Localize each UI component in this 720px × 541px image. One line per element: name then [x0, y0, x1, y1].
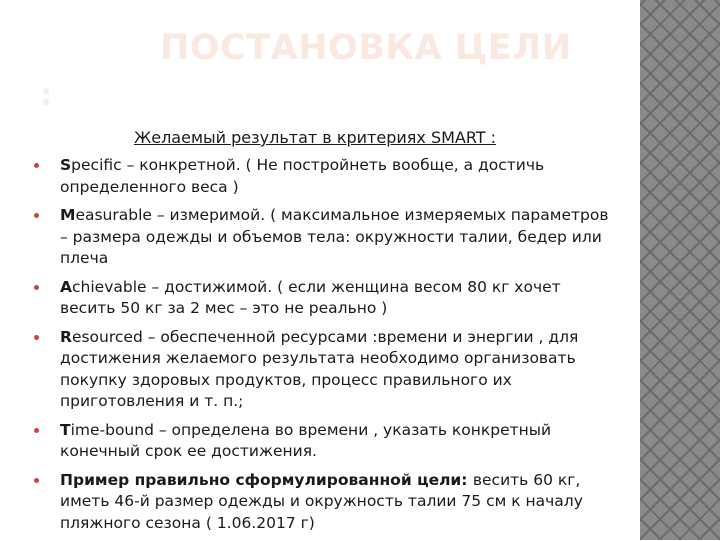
bullet-time-bound [56, 420, 616, 463]
side-pattern-decoration [640, 0, 720, 540]
bullet-list [56, 155, 616, 541]
bullet-text: esourced – обеспеченной ресурсами :времени и энергии , для достижения желаемого результата необходимо организовать покупку здоровых продуктов, процесс правильного их приготовления и т. п.; [60, 327, 579, 410]
bullet-specific [56, 155, 616, 198]
slide-title: ПОСТАНОВКА ЦЕЛИ [160, 28, 572, 68]
bullet-dot-icon [34, 213, 39, 218]
bullet-dot-icon [34, 428, 39, 433]
bullet-lead: Пример правильно сформулированной цели: [60, 470, 473, 489]
bullet-lead: R [60, 327, 72, 346]
slide-subtitle: Желаемый результат в критериях SMART : [134, 128, 497, 147]
bullet-resourced [56, 327, 616, 413]
bullet-measurable [56, 205, 616, 270]
bullet-dot-icon [34, 478, 39, 483]
bullet-lead: M [60, 206, 76, 224]
bullet-lead: A [60, 277, 72, 296]
bullet-text: easurable – измеримой. ( максимальное измеряемых параметров – размера одежды и объемов тела: окружности талии, бедер или плеча [60, 206, 609, 267]
slide-title-colon: : [40, 78, 52, 113]
bullet-dot-icon [34, 163, 39, 168]
bullet-example [56, 470, 616, 535]
bullet-achievable [56, 277, 616, 320]
bullet-text: chievable – достижимой. ( если женщина весом 80 кг хочет весить 50 кг за 2 мес – это не реально ) [60, 277, 561, 317]
bullet-lead: T [60, 420, 71, 439]
bullet-text: весить 60 кг, иметь 46-й размер одежды и окружность талии 75 см к началу пляжного сезона ( 1.06.2017 г) [60, 470, 583, 532]
bullet-text: pecific – конкретной. ( Не постройнеть вообще, а достичь определенного веса ) [60, 156, 545, 196]
bullet-dot-icon [34, 335, 39, 340]
bullet-dot-icon [34, 285, 39, 290]
bullet-lead: S [60, 156, 72, 174]
bullet-text: ime-bound – определена во времени , указать конкретный конечный срок ее достижения. [60, 420, 552, 460]
